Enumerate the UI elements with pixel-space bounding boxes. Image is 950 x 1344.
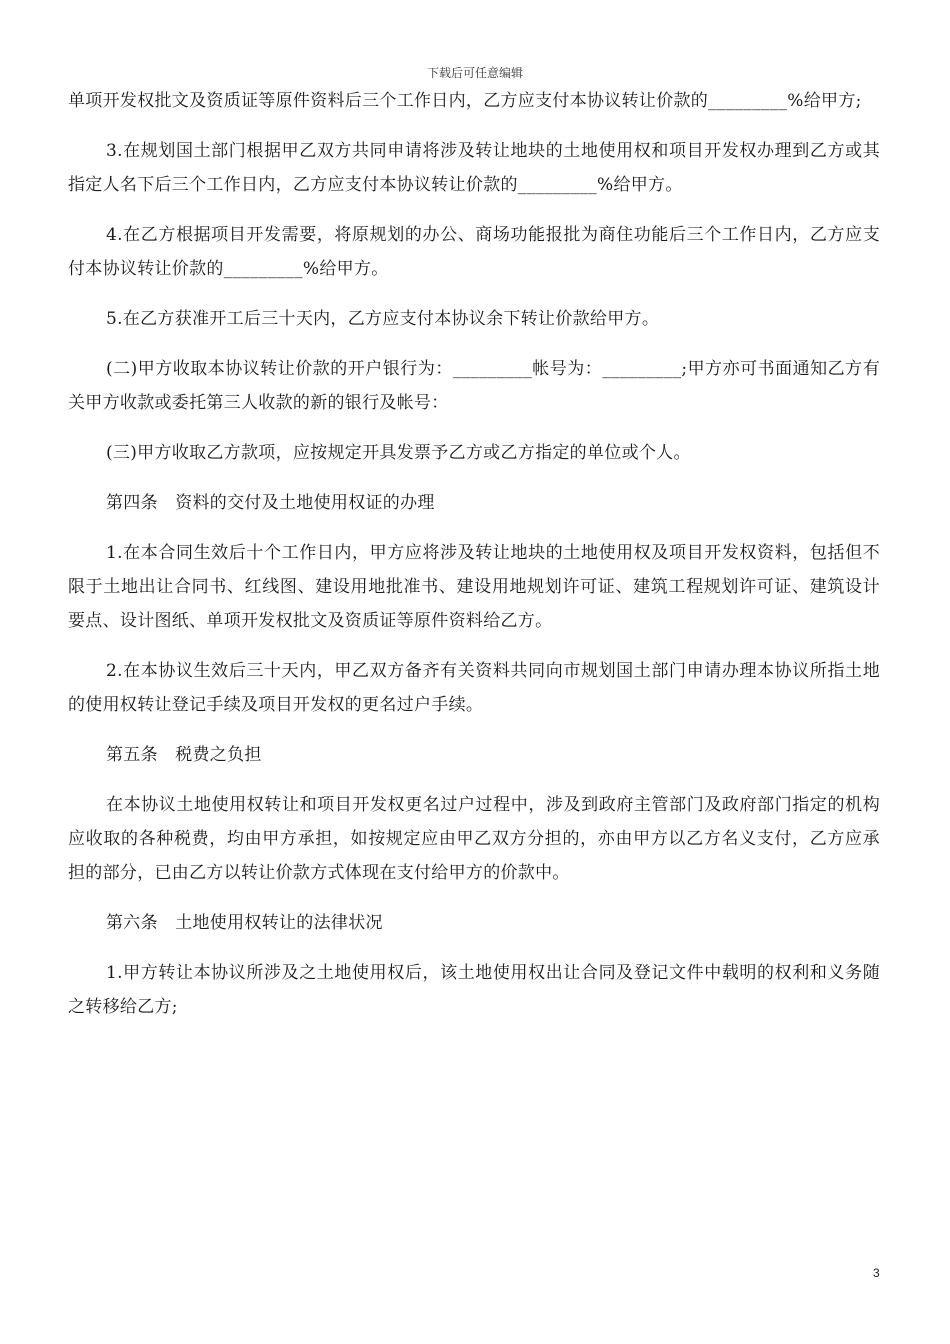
paragraph-spacer <box>68 940 880 956</box>
article-5-heading: 第五条 税费之负担 <box>106 745 262 765</box>
paragraph-spacer <box>68 420 880 436</box>
paragraph-spacer <box>68 520 880 536</box>
paragraph-spacer <box>68 286 880 302</box>
paragraph-article-6-item-1: 1.甲方转让本协议所涉及之土地使用权后，该土地使用权出让合同及登记文件中载明的权利和义务随之转移给乙方; <box>68 963 880 1017</box>
paragraph-payment-item-3: 3.在规划国土部门根据甲乙双方共同申请将涉及转让地块的土地使用权和项目开发权办理到乙方或其指定人名下后三个工作日内，乙方应支付本协议转让价款的_________%给甲方。 <box>68 141 880 195</box>
paragraph-payment-continued: 单项开发权批文及资质证等原件资料后三个工作日内，乙方应支付本协议转让价款的_________%给甲方; <box>68 91 862 111</box>
paragraph-bank-account: (二)甲方收取本协议转让价款的开户银行为：_________帐号为：_________;甲方亦可书面通知乙方有关甲方收款或委托第三人收款的新的银行及帐号： <box>68 359 880 413</box>
paragraph-article-4-item-2: 2.在本协议生效后三十天内，甲乙双方备齐有关资料共同向市规划国土部门申请办理本协议所指土地的使用权转让登记手续及项目开发权的更名过户手续。 <box>68 661 880 715</box>
article-4-heading: 第四条 资料的交付及土地使用权证的办理 <box>106 493 435 513</box>
paragraph-article-4-item-1: 1.在本合同生效后十个工作日内，甲方应将涉及转让地块的土地使用权及项目开发权资料，包括但不限于土地出让合同书、红线图、建设用地批准书、建设用地规划许可证、建筑工程规划许可证、建筑设计要点、设计图纸、单项开发权批文及资质证等原件资料给乙方。 <box>68 543 880 631</box>
paragraph-payment-item-5: 5.在乙方获准开工后三十天内，乙方应支付本协议余下转让价款给甲方。 <box>106 309 660 329</box>
paragraph-article-5-body: 在本协议土地使用权转让和项目开发权更名过户过程中，涉及到政府主管部门及政府部门指定的机构应收取的各种税费，均由甲方承担，如按规定应由甲乙双方分担的，亦由甲方以乙方名义支付，乙方应承担的部分，已由乙方以转让价款方式体现在支付给甲方的价款中。 <box>68 795 880 883</box>
paragraph-invoice: (三)甲方收取乙方款项，应按规定开具发票予乙方或乙方指定的单位或个人。 <box>106 443 691 463</box>
paragraph-spacer <box>68 722 880 738</box>
page-number: 3 <box>873 1266 880 1280</box>
paragraph-spacer <box>68 470 880 486</box>
paragraph-spacer <box>68 890 880 906</box>
paragraph-spacer <box>68 202 880 218</box>
article-6-heading: 第六条 土地使用权转让的法律状况 <box>106 913 383 933</box>
paragraph-spacer <box>68 118 880 134</box>
document-body <box>68 84 880 1024</box>
paragraph-payment-item-4: 4.在乙方根据项目开发需要，将原规划的办公、商场功能报批为商住功能后三个工作日内，乙方应支付本协议转让价款的_________%给甲方。 <box>68 225 880 279</box>
paragraph-spacer <box>68 772 880 788</box>
paragraph-spacer <box>68 638 880 654</box>
paragraph-spacer <box>68 336 880 352</box>
header-note: 下载后可任意编辑 <box>426 66 523 80</box>
